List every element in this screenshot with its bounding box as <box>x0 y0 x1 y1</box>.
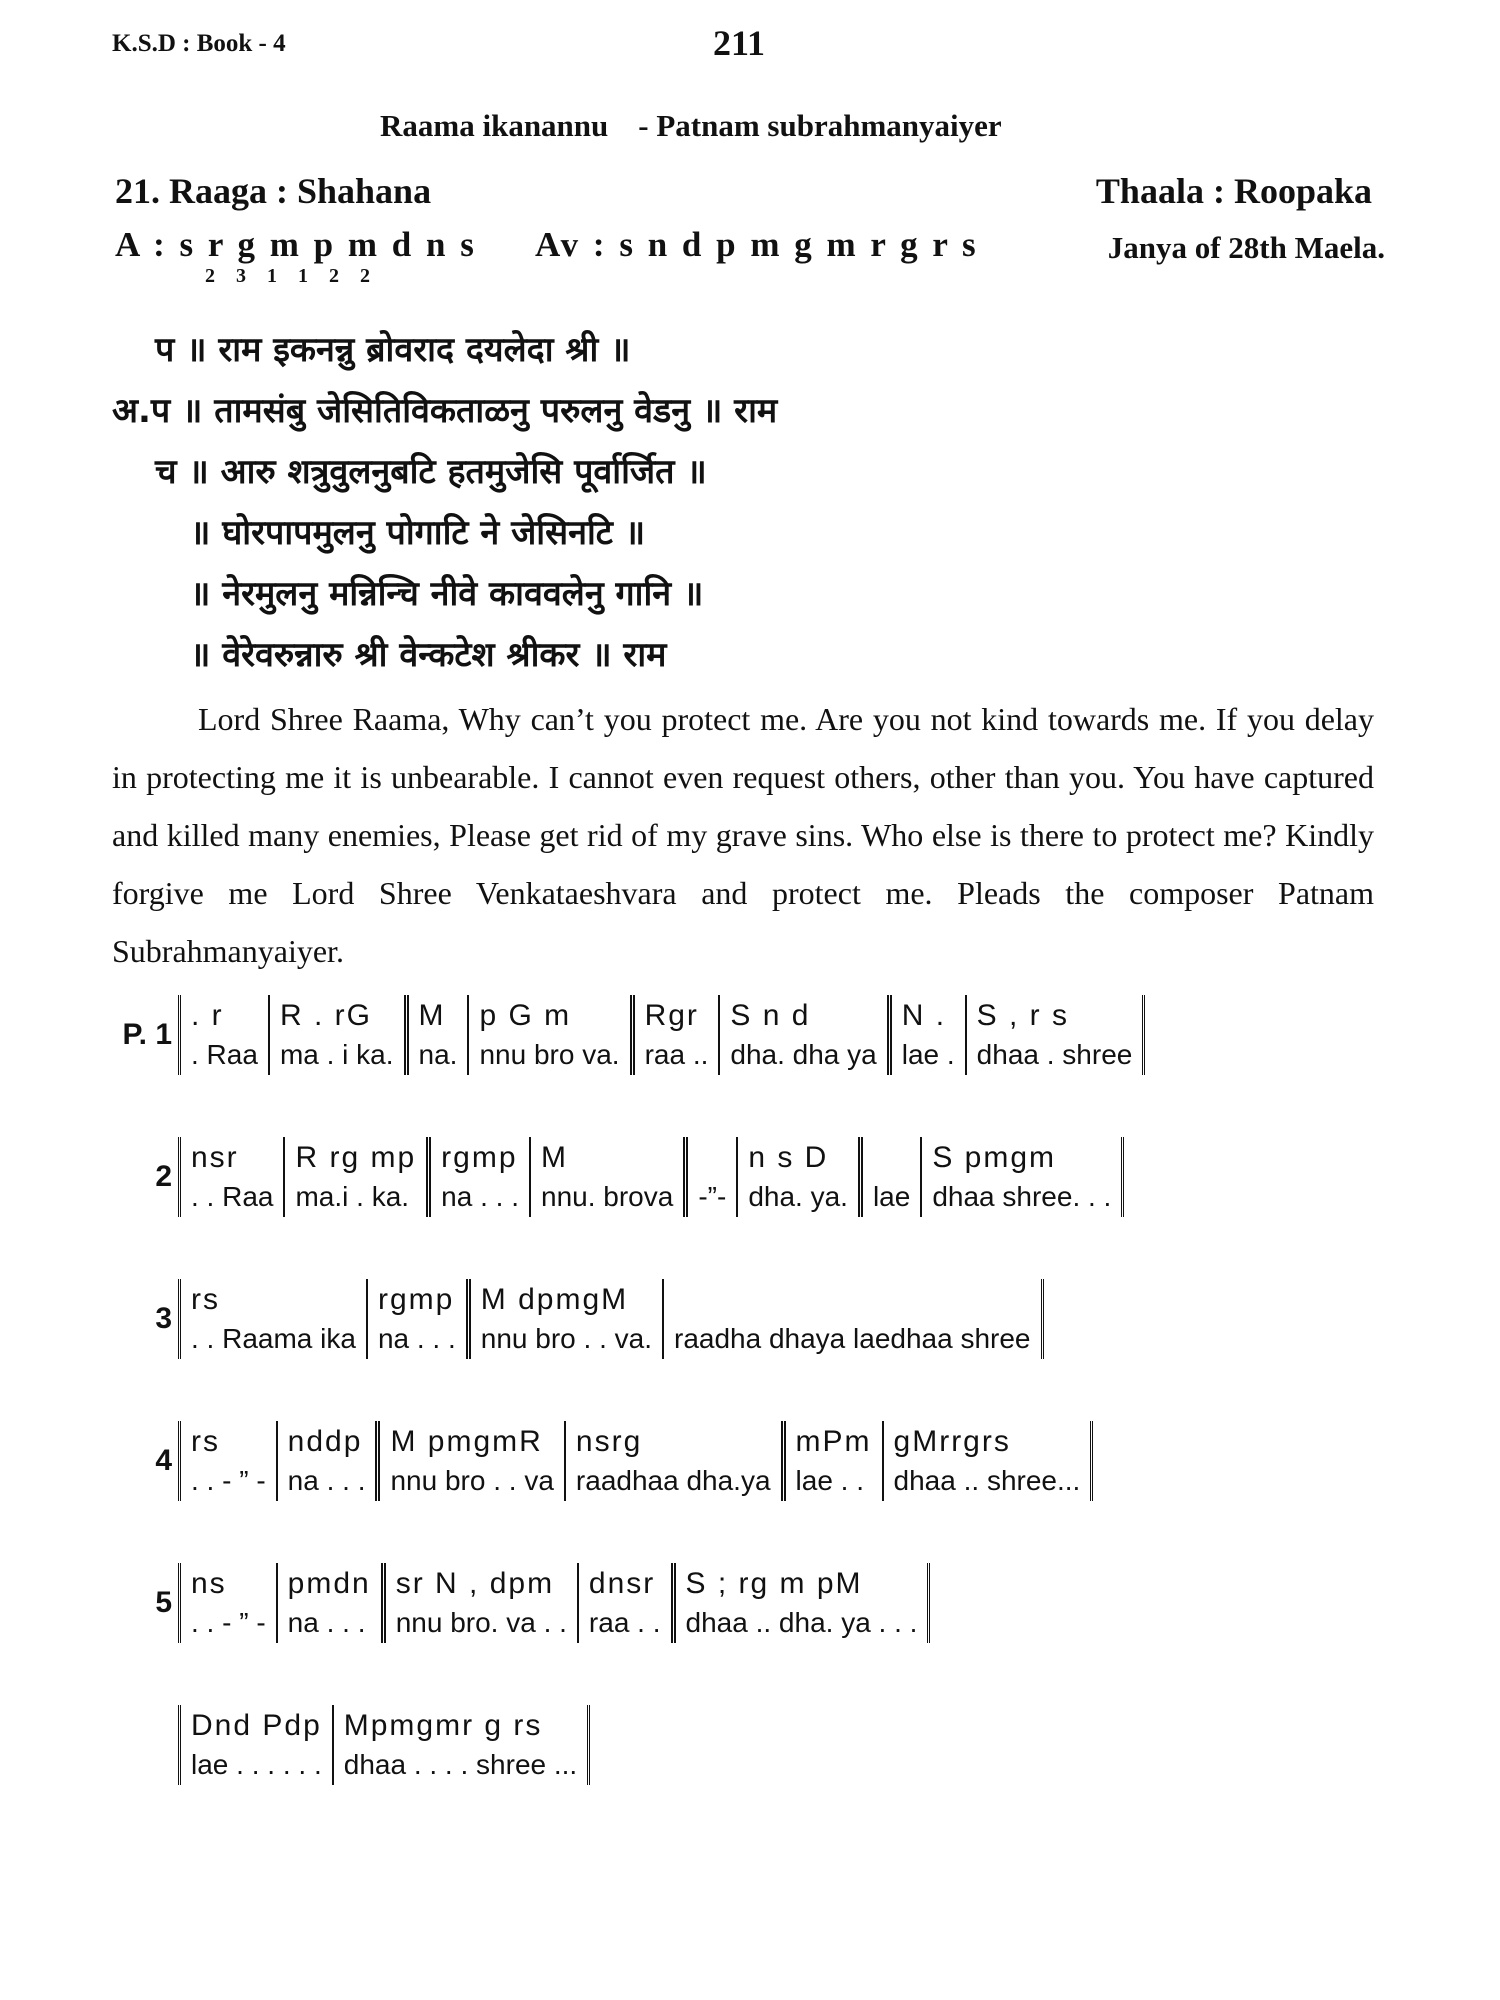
notation-cell <box>181 1421 276 1501</box>
notation-cell <box>283 1137 426 1217</box>
lyric-line-anupallavi: अ.प ॥ तामसंबु जेसितिविकताळनु परुलनु वेडनु ॥ राम <box>112 391 778 431</box>
sahitya-text: dhaa . . . . shree ... <box>343 1749 578 1780</box>
notation-row <box>100 1279 1410 1359</box>
lyric-line-pallavi: प ॥ राम इकनन्नु ब्रोवराद दयलेदा श्री ॥ <box>155 330 631 370</box>
notation-cell <box>718 995 886 1075</box>
lyric-line-6: ॥ वेरेवरुन्नारु श्री वेन्कटेश श्रीकर ॥ राम <box>190 635 667 675</box>
arohanam-scale: A : s r g m p m d n s <box>115 225 477 264</box>
notation-cell <box>381 1563 577 1643</box>
sahitya-text: lae . . . . . . <box>191 1749 322 1780</box>
sahitya-text: . . Raa <box>191 1181 274 1212</box>
thaala-line: Thaala : Roopaka <box>1095 171 1372 211</box>
sahitya-text: lae . <box>901 1039 955 1070</box>
sahitya-text: raa . . <box>588 1607 661 1638</box>
sahitya-text: na . . . <box>377 1323 456 1354</box>
sahitya-text: raadha dhaya laedhaa shree <box>674 1323 1031 1354</box>
swara-text: nsr <box>191 1141 239 1174</box>
song-heading <box>380 108 1002 144</box>
swara-text: S n d <box>730 999 811 1032</box>
sahitya-text: . . - ” - <box>191 1607 266 1638</box>
notation-cell <box>276 1421 376 1501</box>
sahitya-text: na . . . <box>287 1607 366 1638</box>
swara-text: M <box>418 999 446 1032</box>
notation-cell <box>630 995 719 1075</box>
notation-row-label: P. 1 <box>122 1018 172 1051</box>
swara-text: M <box>541 1141 568 1174</box>
notation-cell <box>404 995 468 1075</box>
swara-text <box>873 1141 910 1181</box>
notation-cell <box>268 995 404 1075</box>
sahitya-text: . . - ” - <box>191 1465 266 1496</box>
notation-cell <box>181 995 268 1075</box>
sahitya-text: nnu. brova <box>541 1181 674 1212</box>
notation-avartanam <box>178 1705 590 1785</box>
sahitya-text: nnu bro . . va. <box>480 1323 652 1354</box>
swara-text: pmdn <box>287 1567 371 1600</box>
notation-cell <box>577 1563 671 1643</box>
swara-text: Mpmgmr g rs <box>343 1709 543 1742</box>
composer-name: - Patnam subrahmanyaiyer <box>638 108 1002 143</box>
sahitya-text: . . Raama ika <box>191 1323 356 1354</box>
sahitya-text: na . . . <box>287 1465 366 1496</box>
notation-avartanam <box>178 995 1145 1075</box>
swara-text <box>698 1141 726 1181</box>
swara-text: gMrrgrs <box>893 1425 1011 1458</box>
notation-cell <box>529 1137 683 1217</box>
swara-text <box>674 1283 1031 1323</box>
swara-text: dnsr <box>588 1567 656 1600</box>
notation-cell <box>467 995 629 1075</box>
swara-text: mPm <box>795 1425 872 1458</box>
swara-text: N . <box>901 999 947 1032</box>
sahitya-text: lae . . <box>795 1465 865 1496</box>
notation-cell <box>683 1137 736 1217</box>
swara-text: S ; rg m pM <box>685 1567 863 1600</box>
sahitya-text: nnu bro. va . . <box>395 1607 567 1638</box>
sahitya-text: dhaa .. dha. ya . . . <box>685 1607 918 1638</box>
swara-text: rgmp <box>441 1141 518 1174</box>
swara-text: R rg mp <box>295 1141 417 1174</box>
sahitya-text: ma . i ka. <box>279 1039 394 1070</box>
notation-cell <box>181 1705 332 1785</box>
notation-cell <box>426 1137 529 1217</box>
swara-text: Rgr <box>644 999 699 1032</box>
notation-row-label: 3 <box>155 1302 172 1335</box>
swara-text: rs <box>191 1283 220 1316</box>
notation-cell <box>375 1421 563 1501</box>
swara-text: Dnd Pdp <box>191 1709 322 1742</box>
sahitya-text: lae <box>872 1181 911 1212</box>
page-number: 211 <box>713 23 766 63</box>
notation-cell <box>366 1279 466 1359</box>
sahitya-text: raa .. <box>644 1039 709 1070</box>
sahitya-text: raadhaa dha.ya <box>575 1465 771 1496</box>
notation-avartanam <box>178 1563 930 1643</box>
notation-cell <box>662 1279 1041 1359</box>
notation-cell <box>181 1563 276 1643</box>
swara-text: rs <box>191 1425 220 1458</box>
sahitya-text: na. <box>418 1039 458 1070</box>
book-reference: K.S.D : Book - 4 <box>112 30 286 57</box>
sahitya-text: ma.i . ka. <box>295 1181 410 1212</box>
swara-text: M pmgmR <box>390 1425 543 1458</box>
swara-text: M dpmgM <box>480 1283 629 1316</box>
swara-text: . r <box>191 999 224 1032</box>
lyric-line-5: ॥ नेरमुलनु मन्निन्चि नीवे काववलेनु गानि ॥ <box>190 574 704 614</box>
swara-text: ns <box>191 1567 227 1600</box>
swara-text: rgmp <box>377 1283 455 1316</box>
notation-row <box>100 1137 1410 1217</box>
sahitya-text: nnu bro . . va <box>390 1465 554 1496</box>
notation-cell <box>920 1137 1121 1217</box>
notation-row <box>100 1705 1410 1785</box>
swara-text: S pmgm <box>932 1141 1057 1174</box>
lyric-line-4: ॥ घोरपापमुलनु पोगाटि ने जेसिनटि ॥ <box>190 513 646 553</box>
notation-cell <box>781 1421 882 1501</box>
raaga-line: 21. Raaga : Shahana <box>115 171 432 211</box>
notation-row-label: 4 <box>155 1444 172 1477</box>
avarohanam-scale: Av : s n d p m g m r g r s <box>535 225 979 264</box>
sahitya-text: dha. dha ya <box>730 1039 877 1070</box>
notation-avartanam <box>178 1137 1124 1217</box>
notation-cell <box>181 1279 366 1359</box>
notation-row-label: 5 <box>155 1586 172 1619</box>
swara-text: nddp <box>287 1425 363 1458</box>
notation-row <box>100 995 1410 1075</box>
notation-cell <box>332 1705 587 1785</box>
notation-cell <box>181 1137 283 1217</box>
sahitya-text: na . . . <box>441 1181 519 1212</box>
notation-cell <box>882 1421 1091 1501</box>
swara-text: n s D <box>748 1141 829 1174</box>
swara-text: p G m <box>479 999 572 1032</box>
meaning-paragraph: Lord Shree Raama, Why can’t you protect me. Are you not kind towards me. If you delay in protecting me it is unbearable. I cannot even request others, other than you. You have captured and killed many enemies, Please get rid of my grave sins. Who else is there to protect me? Kindly forgive me Lord Shree Venkataeshvara and protect me. Pleads the composer Patnam Subrahmanyaiyer. <box>112 701 1374 969</box>
swara-text: sr N , dpm <box>395 1567 555 1600</box>
sahitya-text: dhaa shree. . . <box>932 1181 1112 1212</box>
sahitya-text: dha. ya. <box>748 1181 848 1212</box>
scale-subscripts: 2 3 1 1 2 2 <box>205 265 378 287</box>
lyric-line-charanam: च ॥ आरु शत्रुवुलनुबटि हतमुजेसि पूर्वार्जित ॥ <box>155 452 707 492</box>
notation-row <box>100 1563 1410 1643</box>
notation-cell <box>965 995 1143 1075</box>
swara-text: S , r s <box>976 999 1070 1032</box>
swara-text: R . rG <box>279 999 372 1032</box>
notation-cell <box>671 1563 928 1643</box>
notation-cell <box>466 1279 662 1359</box>
song-title: Raama ikanannu <box>380 108 609 143</box>
notation-cell <box>564 1421 781 1501</box>
notation-avartanam <box>178 1421 1093 1501</box>
notation-row-label: 2 <box>155 1160 172 1193</box>
notation-cell <box>276 1563 381 1643</box>
sahitya-text: . Raa <box>191 1039 258 1070</box>
sahitya-text: dhaa .. shree... <box>893 1465 1081 1496</box>
sahitya-text: nnu bro va. <box>479 1039 620 1070</box>
notation-cell <box>858 1137 920 1217</box>
notation-cell <box>887 995 965 1075</box>
swara-text: nsrg <box>575 1425 643 1458</box>
notation-section <box>100 995 1410 1847</box>
notation-cell <box>736 1137 858 1217</box>
sahitya-text: -”- <box>698 1181 727 1212</box>
notation-avartanam <box>178 1279 1044 1359</box>
notation-row <box>100 1421 1410 1501</box>
sahitya-text: dhaa . shree <box>976 1039 1133 1070</box>
janya-note: Janya of 28th Maela. <box>1107 230 1385 265</box>
